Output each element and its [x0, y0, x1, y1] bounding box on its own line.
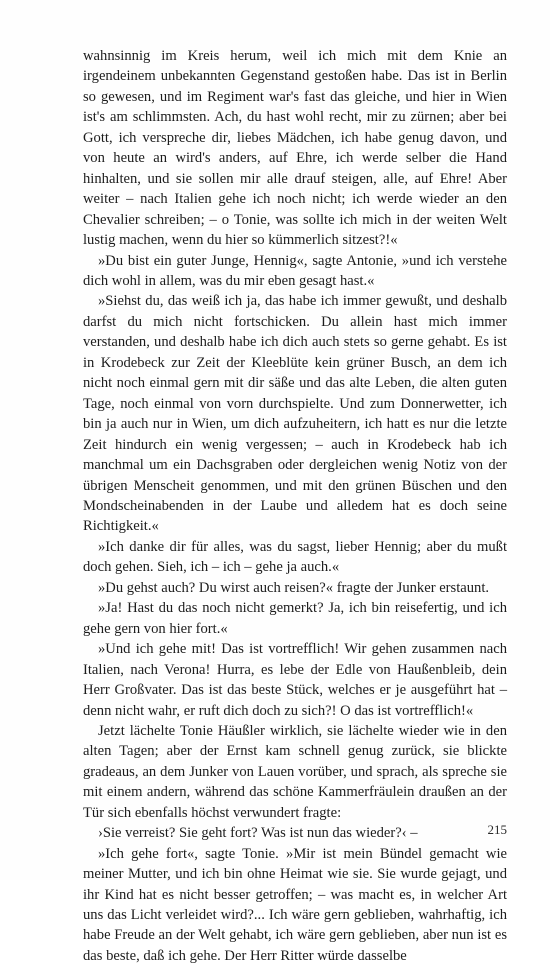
paragraph-1: wahnsinnig im Kreis herum, weil ich mich mit dem Knie an irgendeinem unbekannten Gegenstand gestoßen habe. Das ist in Berlin so gewesen, und im Regiment war's fast das gleiche, und hier in Wien ist's am schlimmsten. Ach, du hast wohl recht, mir zu zürnen; aber bei Gott, ich verspreche dir, liebes Mädchen, ich habe genug davon, und von heute an wird's anders, auf Ehre, ich werde selber die Hand hinhalten, und sie sollen mir alle drauf steigen, alle, auf Ehre! Aber weiter – nach Italien gehe ich noch nicht; ich werde wieder an den Chevalier schreiben; – o Tonie, was sollte ich mich in der weiten Welt lustig machen, wenn du hier so kümmerlich sitzest?!«: [83, 48, 507, 249]
paragraph-4: »Ich danke dir für alles, was du sagst, lieber Hennig; aber du mußt doch gehen. Sieh, ich – ich – gehe ja auch.«: [83, 538, 507, 576]
paragraph-3: »Siehst du, das weiß ich ja, das habe ich immer gewußt, und deshalb darfst du mich nicht fortschicken. Du allein hast mich immer verstanden, und deshalb habe ich dich auch stets so gerne gehabt. Es ist in Krodebeck zur Zeit der Kleeblüte kein grüner Busch, an dem ich nicht noch einmal gern mit dir säße und das alte Leben, die alten guten Tage, noch einmal von vorn durchspielte. Und zum Donnerwetter, ich bin ja auch nur in Wien, um dich aufzuheitern, ich hatt es nur die letzte Zeit hindurch ein wenig vergessen; – auch in Krodebeck hab ich manchmal um ein Dachsgraben oder dergleichen wenig Notiz von der übrigen Menscheit genommen, und mit den grünen Büschen und den Mondscheinabenden in der Laube und alledem hat es doch seine Richtigkeit.«: [83, 293, 507, 535]
paragraph-6: »Ja! Hast du das noch nicht gemerkt? Ja, ich bin reisefertig, und ich gehe gern von hier fort.«: [83, 600, 507, 637]
paragraph-9: ›Sie verreist? Sie geht fort? Was ist nun das wieder?‹ –: [98, 825, 418, 842]
paragraph-8: Jetzt lächelte Tonie Häußler wirklich, sie lächelte wieder wie in den alten Tagen; aber der Ernst kam schnell genug zurück, sie blickte gradeaus, an dem Junker von Lauen vorüber, und sprach, als spreche sie mit einem andern, während das schöne Kammerfräulein draußen an der Tür sich ebenfalls höchst verwundert fragte:: [83, 722, 507, 821]
paragraph-5: »Du gehst auch? Du wirst auch reisen?« fragte der Junker erstaunt.: [98, 579, 490, 596]
paragraph-10: »Ich gehe fort«, sagte Tonie. »Mir ist mein Bündel gemacht wie meiner Mutter, und ich bin ohne Heimat wie sie. Sie wurde gejagt, und ihr Kind hat es nicht besser getroffen; – was macht es, in welcher Art uns das Licht verleidet wird?... Ich wäre gern geblieben, wahrhaftig, ich habe Freude an der Welt gehabt, ich wäre gern geblieben, aber nun ist es das beste, daß ich gehe. Der Herr Ritter würde dasselbe: [83, 845, 507, 964]
paragraph-7: »Und ich gehe mit! Das ist vortrefflich! Wir gehen zusammen nach Italien, nach Verona! Hurra, es lebe der Edle von Haußenbleib, dein Herr Großvater. Das ist das beste Stück, welches er je ausgeführt hat – denn nicht wahr, er ruft dich doch zu sich?! O das ist vortrefflich!«: [83, 641, 507, 719]
paragraph-2: »Du bist ein guter Junge, Hennig«, sagte Antonie, »und ich verstehe dich wohl in allem, was du mir eben gesagt hast.«: [83, 252, 507, 289]
body-text: [83, 46, 507, 966]
page-number: 215: [487, 822, 507, 837]
